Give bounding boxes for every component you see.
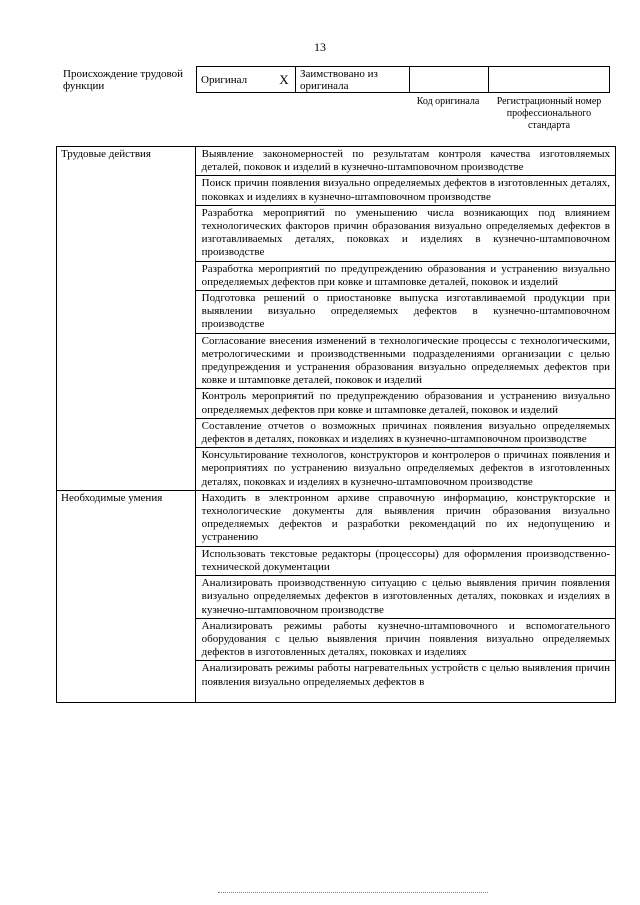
origin-reg-cell xyxy=(489,67,610,93)
origin-original-cell: Оригинал xyxy=(197,67,274,93)
page-bottom-rule xyxy=(218,892,488,893)
labor-action-item: Разработка мероприятий по предупреждению образования и устранению визуально определяемых дефектов при ковке и штамповке деталей, поковок и изделий xyxy=(195,261,615,290)
code-caption: Код оригинала xyxy=(416,96,480,107)
page-number: 13 xyxy=(314,40,326,54)
origin-code-cell xyxy=(410,67,489,93)
required-skill-item: Анализировать режимы работы нагревательных устройств с целью выявления причин появления визуально определяемых дефектов в xyxy=(201,662,610,688)
required-skills-label: Необходимые умения xyxy=(57,490,196,702)
labor-action-item: Подготовка решений о приостановке выпуска изготавливаемой продукции при выявлении визуально определяемых дефектов в кузнечно-штамповочном производстве xyxy=(195,291,615,334)
labor-action-item: Консультирование технологов, конструкторов и контролеров о причинах появления и мероприятиях по устранению визуально определяемых дефектов в изготовленных деталях, поковках и изделиях в кузнечно-штамповочном производстве xyxy=(195,448,615,491)
required-skill-cell xyxy=(195,661,615,703)
required-skill-item: Анализировать производственную ситуацию с целью выявления причин появления визуально определяемых дефектов в изготовленных деталях, поковках и изделиях в кузнечно-штамповочном производстве xyxy=(195,576,615,619)
table-row xyxy=(57,490,616,546)
reg-caption: Регистрационный номер профессионального стандарта xyxy=(496,96,602,131)
labor-action-item: Контроль мероприятий по предупреждению образования и устранению визуально определяемых дефектов при ковке и штамповке деталей, поковок и изделий xyxy=(195,389,615,418)
origin-mark-cell: X xyxy=(273,67,296,93)
required-skill-item: Использовать текстовые редакторы (процессоры) для оформления производственно-технической документации xyxy=(195,546,615,575)
origin-table xyxy=(196,66,610,93)
labor-actions-label: Трудовые действия xyxy=(57,147,196,491)
labor-action-item: Поиск причин появления визуально определяемых дефектов в изготовленных деталях, поковках и изделиях в кузнечно-штамповочном производстве xyxy=(195,176,615,205)
origin-label: Происхождение трудовой функции xyxy=(63,68,184,92)
labor-action-item: Разработка мероприятий по уменьшению числа возникающих под влиянием технологических факторов причин образования визуально определяемых дефектов в изготавливаемых деталях, поковках и изделиях в кузнечно-штамповочном производстве xyxy=(195,205,615,261)
labor-action-item: Согласование внесения изменений в технологические процессы с технологическими, метрологическими и производственными подразделениями организации с целью предупреждения и устранения образования визуально определяемых дефектов при ковке и штамповке деталей, поковок и изделий xyxy=(195,333,615,389)
labor-action-item: Составление отчетов о возможных причинах появления визуально определяемых дефектов в деталях, поковках и изделиях в кузнечно-штамповочном производстве xyxy=(195,418,615,447)
required-skill-item: Находить в электронном архиве справочную информацию, конструкторские и технологические документы для выявления причин образования визуально определяемых дефектов и разработки рекомендаций по их недопущению и устранению xyxy=(195,490,615,546)
labor-action-item: Выявление закономерностей по результатам контроля качества изготовляемых деталей, поковок и изделий в кузнечно-штамповочном производстве xyxy=(195,147,615,176)
required-skill-item: Анализировать режимы работы кузнечно-штамповочного и вспомогательного оборудования с целью выявления причин появления визуально определяемых дефектов в изготовленных деталях, поковках и изделиях xyxy=(195,618,615,661)
function-table xyxy=(56,146,616,703)
origin-borrowed-cell: Заимствовано из оригинала xyxy=(296,67,410,93)
table-row xyxy=(57,147,616,176)
